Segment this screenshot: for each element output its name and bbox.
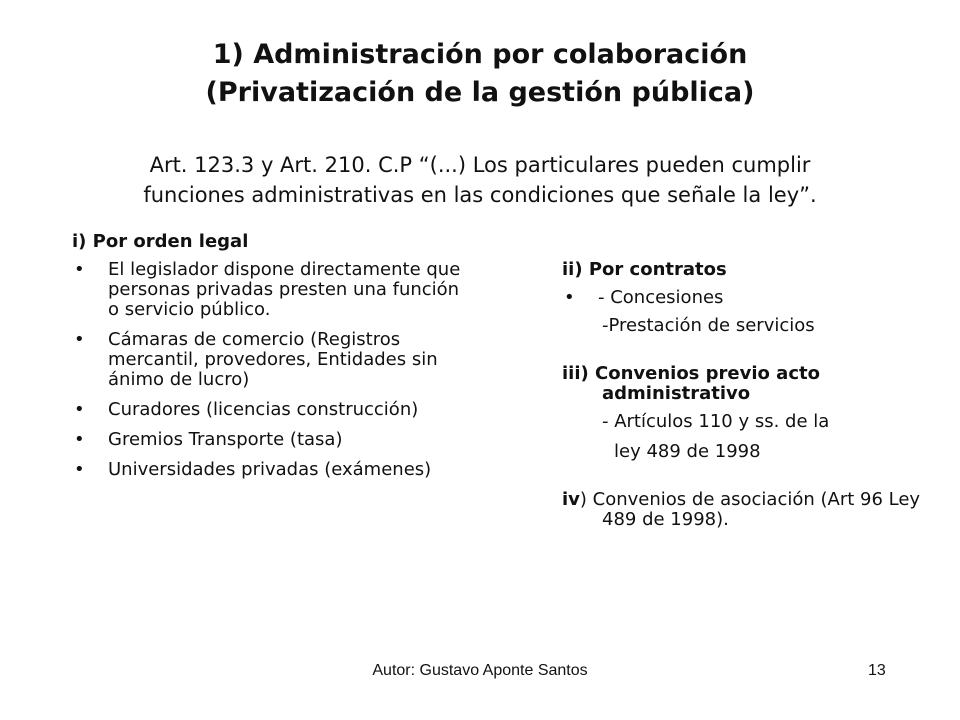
spacer xyxy=(562,336,932,364)
list-item xyxy=(562,288,932,308)
list-item xyxy=(72,400,472,420)
contratos-subitem: -Prestación de servicios xyxy=(602,315,815,336)
bullet-icon: • xyxy=(74,429,85,450)
left-column xyxy=(72,232,472,490)
list-item xyxy=(72,430,472,450)
list-item-text: Curadores (licencias construcción) xyxy=(108,399,419,420)
contratos-list xyxy=(562,288,932,308)
subtitle-line-2: funciones administrativas en las condiciones que señale la ley”. xyxy=(143,183,817,207)
asociacion-text: ) Convenios de asociación (Art 96 Ley 489 de 1998). xyxy=(579,489,921,530)
contratos-heading: ii) Por contratos xyxy=(562,259,727,280)
spacer xyxy=(562,462,932,490)
left-heading: i) Por orden legal xyxy=(72,231,249,252)
convenios-previo-heading: iii) Convenios previo acto administrativo xyxy=(562,363,820,404)
list-item xyxy=(72,260,472,320)
subtitle-line-1: Art. 123.3 y Art. 210. C.P “(...) Los particulares pueden cumplir xyxy=(149,153,811,177)
list-item-text: El legislador dispone directamente que personas privadas presten una función o servicio público. xyxy=(108,259,461,320)
list-item xyxy=(72,460,472,480)
list-item-text: Gremios Transporte (tasa) xyxy=(108,429,343,450)
slide-title xyxy=(0,36,960,112)
asociacion-item xyxy=(562,490,932,530)
list-item xyxy=(72,330,472,390)
list-item-text: Cámaras de comercio (Registros mercantil, provedores, Entidades sin ánimo de lucro) xyxy=(108,329,438,390)
page-number: 13 xyxy=(868,662,886,679)
title-line-2: (Privatización de la gestión pública) xyxy=(205,77,755,108)
bullet-icon: • xyxy=(74,259,85,280)
title-line-1: 1) Administración por colaboración xyxy=(212,39,748,70)
asociacion-prefix: iv xyxy=(562,489,580,510)
bullet-icon: • xyxy=(74,399,85,420)
bullet-icon: • xyxy=(74,329,85,350)
list-item-text: Universidades privadas (exámenes) xyxy=(108,459,432,480)
slide-subtitle xyxy=(60,150,900,210)
right-column xyxy=(562,260,932,530)
footer-author: Autor: Gustavo Aponte Santos xyxy=(372,662,588,679)
bullet-icon: • xyxy=(74,459,85,480)
list-item-text: - Concesiones xyxy=(598,287,724,308)
convenios-previo-line-2: ley 489 de 1998 xyxy=(614,441,761,462)
bullet-icon: • xyxy=(564,287,575,308)
left-bullet-list xyxy=(72,260,472,480)
convenios-previo-line-1: - Artículos 110 y ss. de la xyxy=(602,411,830,432)
